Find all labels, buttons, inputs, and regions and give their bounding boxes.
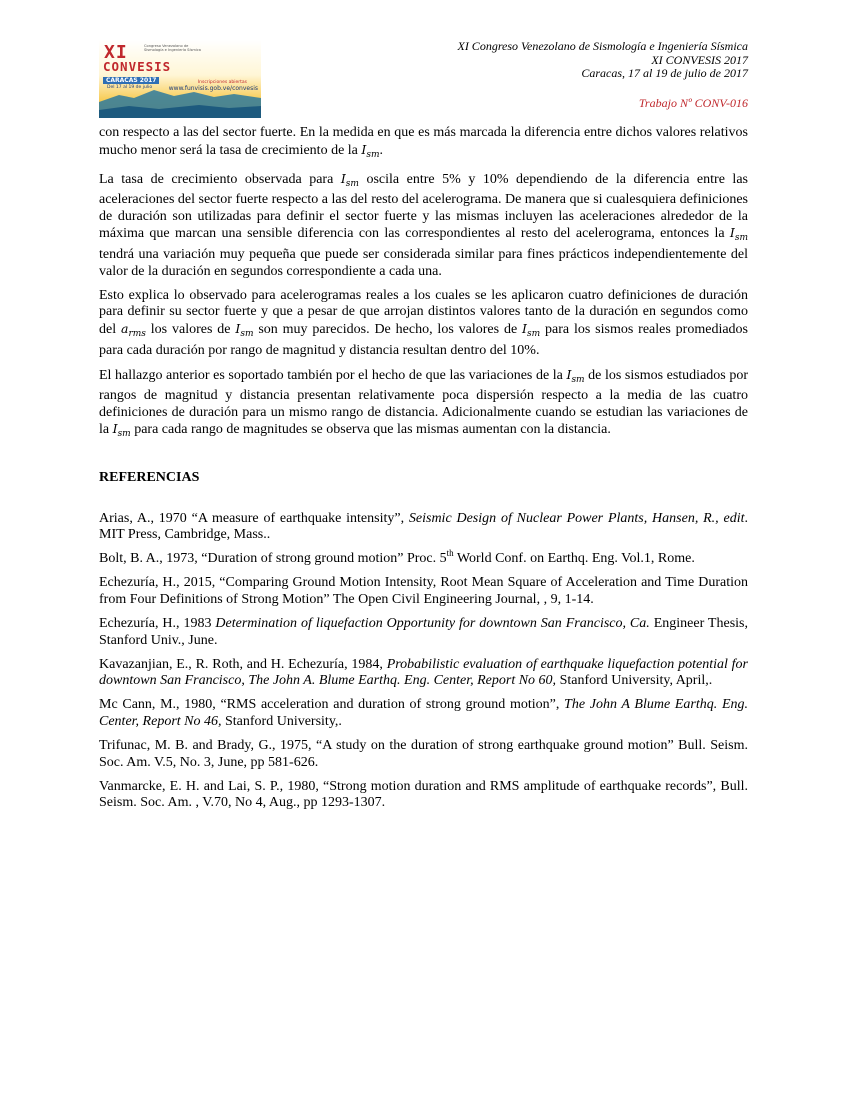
logo-convesis: CONVESIS (103, 59, 172, 74)
paragraph-2 (99, 171, 748, 281)
header-place-date: Caracas, 17 al 19 de julio de 2017 (581, 66, 748, 80)
header-info (457, 40, 748, 81)
italic-run: The John A Blume Earthq. Eng. Center, Report No 46, (99, 697, 749, 730)
logo-city: CARACAS 2017 (103, 77, 159, 84)
math-ism (340, 170, 359, 189)
text-run: Esto explica lo observado para acelerogramas reales a los cuales se les aplicaron cuatro definiciones de duración para definir su sector fuerte y que a pesar de que arrojan distintos valores tanto de la duración en segundos como del (99, 287, 748, 337)
italic-run: Seismic Design of Nuclear Power Plants, Hansen, R., edit (408, 510, 745, 526)
text-run: , (241, 673, 249, 689)
text-run: . MIT Press, Cambridge, Mass.. (99, 510, 748, 543)
text-run: tendrá una variación muy pequeña que puede ser considerada similar para fines prácticos independientemente del valor de la duración en segundos correspondiente a cada una. (99, 247, 748, 279)
math-symbol: I (566, 366, 572, 382)
reference-kavazanjian (99, 657, 748, 690)
text-run: World Conf. on Earthq. Eng. Vol.1, Rome. (453, 551, 695, 567)
text-run: Mc Cann, M., 1980, “RMS acceleration and duration of strong ground motion”, (99, 697, 565, 713)
section-heading-references: REFERENCIAS (99, 470, 200, 485)
math-subscript: sm (117, 429, 131, 440)
math-ism (522, 320, 541, 339)
math-ism (112, 421, 131, 440)
text-run: son muy parecidos. De hecho, los valores de (253, 321, 523, 337)
text-run: El hallazgo anterior es soportado también por el hecho de que las variaciones de la (99, 367, 567, 383)
trabajo-number: Trabajo Nº CONV-016 (638, 96, 748, 110)
math-symbol: I (729, 225, 735, 241)
header-event: XI CONVESIS 2017 (651, 52, 748, 67)
superscript: th (446, 548, 454, 559)
text-run: La tasa de crecimiento observada para (99, 171, 341, 187)
text-run: para cada rango de magnitudes se observa que las mismas aumentan con la distancia. (130, 422, 611, 438)
reference-echezuria-2015: Echezuría, H., 2015, “Comparing Ground Motion Intensity, Root Mean Square of Acceleration and Time Duration from Four Definitions of Strong Motion” The Open Civil Engineering Journal, , 9, 1-14. (99, 575, 748, 607)
reference-echezuria-1983 (99, 616, 748, 649)
italic-run: Determination of liquefaction Opportunity for downtown San Francisco, Ca. (215, 616, 650, 632)
math-symbol: I (522, 320, 527, 336)
text-run: . (379, 142, 383, 158)
italic-run: The John A. Blume Earthq. Eng. Center, Report No 60, (248, 673, 557, 689)
reference-arias (99, 511, 748, 544)
reference-mccann (99, 697, 748, 730)
math-symbol: I (340, 170, 346, 186)
text-run: con respecto a las del sector fuerte. En la medida en que es más marcada la diferencia entre dichos valores relativos mucho menor será la tasa de crecimiento de la (99, 125, 748, 158)
text-run: Arias, A., 1970 “A measure of earthquake intensity”, (99, 510, 409, 526)
math-subscript: sm (571, 374, 585, 385)
text-run: Bolt, B. A., 1973, “Duration of strong ground motion” Proc. 5 (99, 551, 447, 567)
math-subscript: rms (128, 328, 146, 339)
logo-inscriptions: Inscripciones abiertas (197, 80, 247, 85)
paragraph-1 (99, 125, 748, 163)
text-run: Echezuría, H., 1983 (99, 616, 216, 632)
text-run: oscila entre 5% y 10% dependiendo de la diferencia entre las aceleraciones del sector fuerte respecto a las del resto del acelerograma. De manera que si cualesquiera definiciones de duración son utilizadas para definir el sector fuerte y las mismas incluyen las aceleraciones alrededor de la máxima que marcan una sensible diferencia con las correspondientes al resto del acelerograma, entonces la (99, 171, 748, 242)
logo-dates: Del 17 al 19 de julio (107, 85, 153, 90)
math-subscript: sm (734, 233, 748, 244)
reference-bolt (99, 548, 748, 568)
math-ism (729, 225, 748, 244)
math-arms (120, 320, 146, 339)
math-symbol: a (120, 320, 129, 336)
reference-trifunac: Trifunac, M. B. and Brady, G., 1975, “A study on the duration of strong earthquake ground motion” Bull. Seism. Soc. Am. V.5, No. 3, June, pp 581-626. (99, 738, 748, 770)
text-run: para los sismos reales promediados para cada duración por rango de magnitud y distancia resultan dentro del 10%. (99, 321, 749, 358)
math-symbol: I (235, 320, 241, 336)
header-congress: XI Congreso Venezolano de Sismología e Ingeniería Sísmica (457, 39, 748, 53)
text-run: Engineer Thesis, Stanford Univ., June. (99, 616, 748, 648)
reference-vanmarcke: Vanmarcke, E. H. and Lai, S. P., 1980, “Strong motion duration and RMS amplitude of earthquake records”, Bull. Seism. Soc. Am. , V.70, No 4, Aug., pp 1293-1307. (99, 778, 748, 811)
page-content (99, 125, 748, 820)
math-ism (566, 366, 585, 385)
text-run: Stanford University, April,. (556, 673, 713, 689)
logo-small-text: Congreso Venezolano de Sismología e Ingeniería Sísmica (144, 44, 201, 53)
text-run: de los sismos estudiados por rangos de magnitud y distancia presentan relativamente poca dispersión respecto a la media de las cuatro definiciones de duración para un mismo rango de distancia. Adicionalmente cuando se estudian las variaciones de la (99, 367, 748, 438)
paragraph-3 (99, 288, 748, 359)
paragraph-4 (99, 367, 748, 443)
text-run: Kavazanjian, E., R. Roth, and H. Echezuría, 1984, (99, 656, 387, 672)
logo-url: www.funvisis.gob.ve/convesis (168, 85, 258, 92)
text-run: Stanford University,. (221, 714, 342, 730)
convesis-logo (99, 40, 261, 118)
logo-xi: XI (104, 42, 128, 63)
math-symbol: I (112, 421, 118, 437)
math-ism (235, 320, 254, 339)
math-ism (361, 141, 380, 160)
text-run: los valores de (145, 321, 236, 337)
math-subscript: sm (345, 178, 359, 189)
math-subscript: sm (240, 328, 254, 339)
italic-run: Probabilistic evaluation of earthquake liquefaction potential for downtown San Francisco (99, 656, 749, 689)
math-subscript: sm (526, 328, 541, 339)
math-subscript: sm (366, 149, 380, 160)
math-symbol: I (361, 141, 367, 157)
